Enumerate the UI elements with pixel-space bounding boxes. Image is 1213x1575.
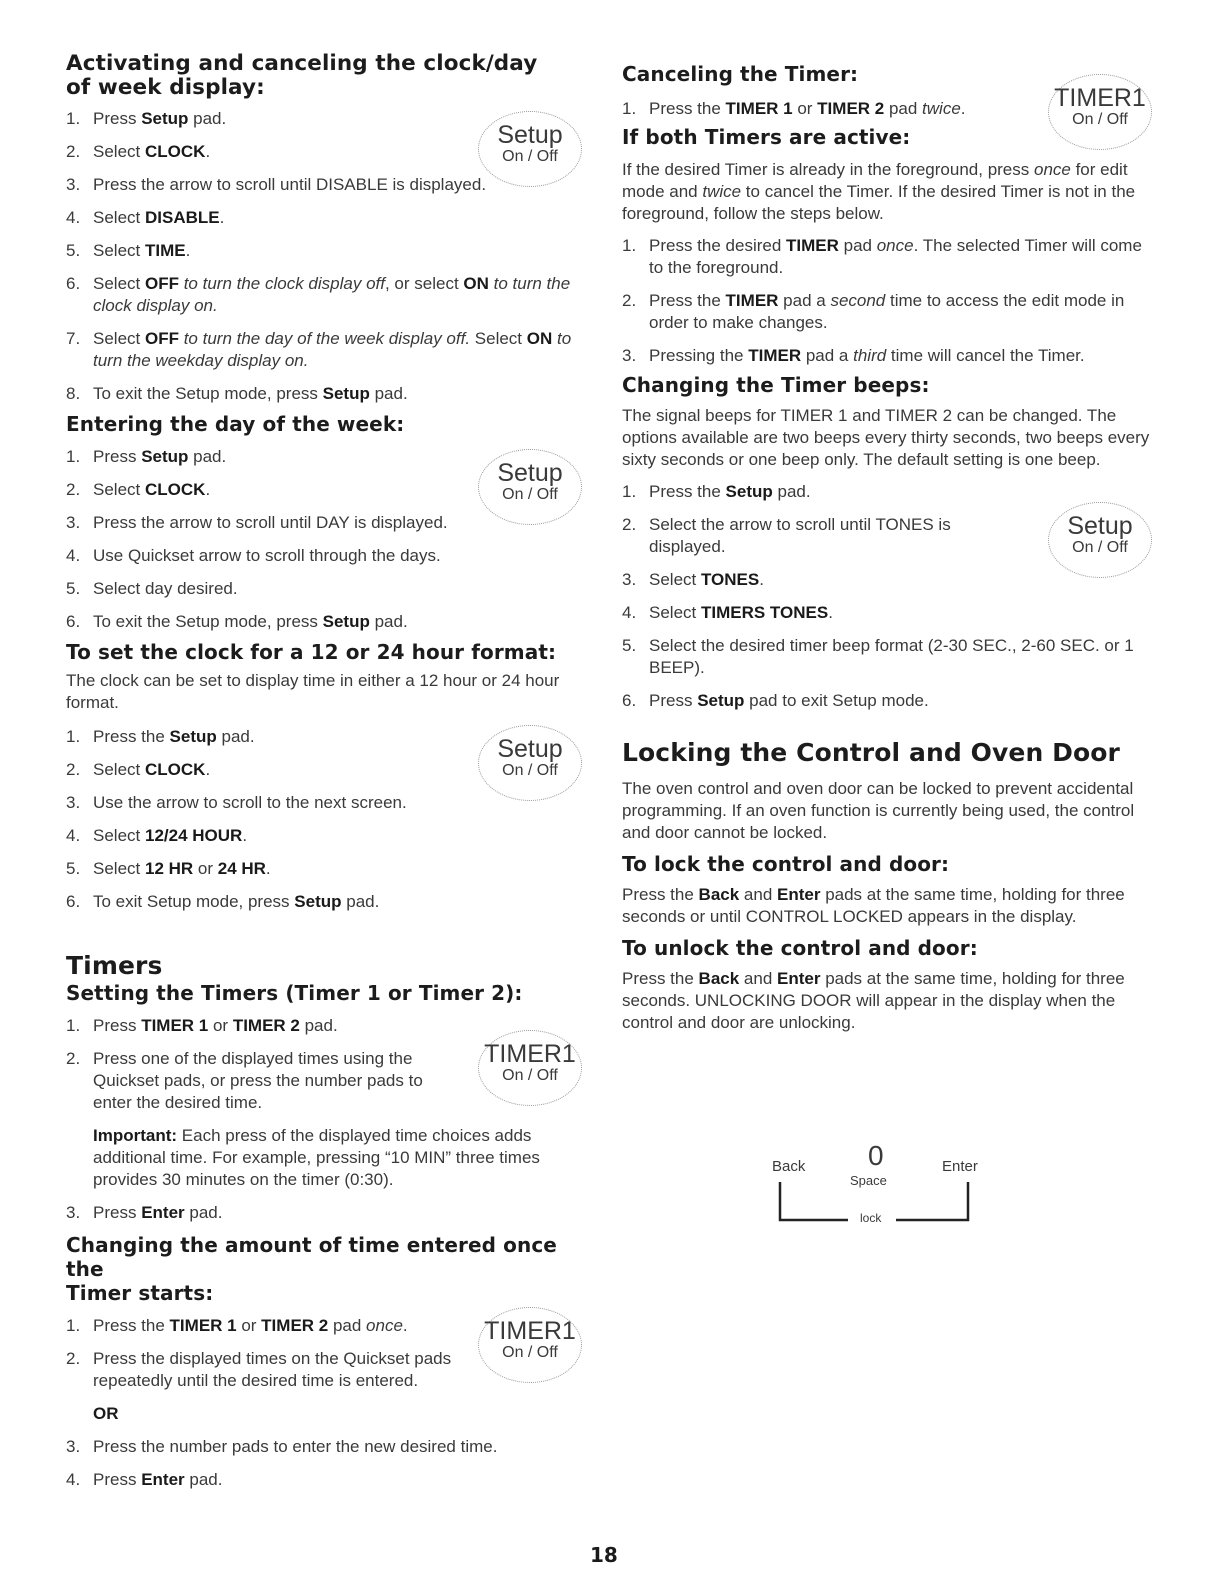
zero-key-label: 0 (868, 1140, 884, 1171)
setting-timers-heading: Setting the Timers (Timer 1 or Timer 2): (66, 981, 523, 1005)
setup-pad-icon: Setup On / Off (1048, 502, 1152, 578)
list-item: 2. Press the TIMER pad a second time to access the edit mode in order to make changes. (622, 291, 1125, 332)
list-item: 1. Press the TIMER 1 or TIMER 2 pad twice. (622, 99, 966, 118)
both-active-steps (622, 235, 1150, 367)
locking-title: Locking the Control and Oven Door (622, 738, 1120, 767)
cancel-timer-heading: Canceling the Timer: (622, 62, 859, 86)
list-item: 1. Press Setup pad. (66, 109, 227, 128)
list-item: 2. Select CLOCK. (66, 480, 211, 499)
list-item: 5. Select TIME. (66, 241, 191, 260)
list-item: 1. Press the Setup pad. (622, 482, 811, 501)
list-item: 3. Press the arrow to scroll until DAY is displayed. (66, 513, 448, 532)
clock-display-heading: Activating and canceling the clock/day of week display: (66, 51, 538, 100)
change-amount-heading: Changing the amount of time entered once the Timer starts: (66, 1233, 557, 1305)
list-item: 4. Press Enter pad. (66, 1470, 223, 1489)
list-item: 6. Select OFF to turn the clock display off, or select ON to turn the clock display on. (66, 274, 571, 315)
timer-pad-icon: TIMER1 On / Off (478, 1030, 582, 1106)
list-item: 4. Select DISABLE. (66, 208, 225, 227)
list-item: 1. Press the Setup pad. (66, 727, 255, 746)
list-item: 6. To exit Setup mode, press Setup pad. (66, 892, 380, 911)
list-item: 3. Use the arrow to scroll to the next screen. (66, 793, 407, 812)
back-key-label: Back (772, 1158, 806, 1175)
hour-format-heading: To set the clock for a 12 or 24 hour format: (66, 640, 557, 664)
list-item: 6. To exit the Setup mode, press Setup pad. (66, 612, 408, 631)
day-of-week-heading: Entering the day of the week: (66, 412, 405, 436)
lock-instructions: Press the Back and Enter pads at the same time, holding for three seconds or until CONTROL LOCKED appears in the display. (622, 885, 1125, 926)
unlock-instructions: Press the Back and Enter pads at the same time, holding for three seconds. UNLOCKING DOOR will appear in the display when the control and door are unlocking. (622, 969, 1125, 1032)
beeps-heading: Changing the Timer beeps: (622, 373, 930, 397)
list-item: 2. Select CLOCK. (66, 142, 211, 161)
setting-timers-step3 (66, 1202, 596, 1224)
list-item: 7. Select OFF to turn the day of the week display off. Select ON to turn the weekday display on. (66, 329, 572, 370)
setup-pad-icon: Setup On / Off (478, 725, 582, 801)
list-item: 1. Press Setup pad. (66, 447, 227, 466)
beeps-intro: The signal beeps for TIMER 1 and TIMER 2 can be changed. The options available are two beeps every thirty seconds, two beeps every sixty seconds or one beep only. The default setting is one beep. (622, 406, 1150, 469)
timer-pad-icon: TIMER1 On / Off (1048, 74, 1152, 150)
important-note: Important: Each press of the displayed time choices adds additional time. For example, pressing “10 MIN” three times provides 30 minutes on the timer (0:30). (93, 1126, 540, 1189)
list-item: 4. Select TIMERS TONES. (622, 603, 833, 622)
list-item: 4. Select 12/24 HOUR. (66, 826, 248, 845)
setup-pad-icon: Setup On / Off (478, 111, 582, 187)
list-item: 5. Select 12 HR or 24 HR. (66, 859, 271, 878)
locking-intro: The oven control and oven door can be locked to prevent accidental programming. If an oven function is currently being used, the control and door cannot be locked. (622, 779, 1135, 842)
lock-label: lock (860, 1211, 882, 1225)
or-label: OR (93, 1404, 119, 1423)
lock-heading: To lock the control and door: (622, 852, 950, 876)
list-item: 5. Select day desired. (66, 579, 238, 598)
list-item: 3. Press Enter pad. (66, 1203, 223, 1222)
both-active-intro: If the desired Timer is already in the foreground, press once for edit mode and twice to cancel the Timer. If the desired Timer is not in the foreground, follow the steps below. (622, 160, 1136, 223)
list-item: 3. Pressing the TIMER pad a third time will cancel the Timer. (622, 346, 1085, 365)
list-item: 1. Press the TIMER 1 or TIMER 2 pad once. (66, 1316, 408, 1335)
timers-title: Timers (66, 951, 163, 980)
list-item: 2. Select CLOCK. (66, 760, 211, 779)
list-item: 6. Press Setup pad to exit Setup mode. (622, 691, 929, 710)
list-item: 5. Select the desired timer beep format (2-30 SEC., 2-60 SEC. or 1 BEEP). (622, 636, 1134, 677)
list-item: 3. Press the arrow to scroll until DISABLE is displayed. (66, 175, 487, 194)
list-item: 2. Press the displayed times on the Quickset pads repeatedly until the desired time is entered. (66, 1349, 452, 1390)
both-active-heading: If both Timers are active: (622, 125, 911, 149)
lock-keypad-diagram (772, 1140, 992, 1228)
enter-key-label: Enter (942, 1158, 978, 1175)
hour-format-intro: The clock can be set to display time in either a 12 hour or 24 hour format. (66, 671, 560, 712)
list-item: 2. Press one of the displayed times using the Quickset pads, or press the number pads to enter the desired time. (66, 1049, 423, 1112)
setup-pad-icon: Setup On / Off (478, 449, 582, 525)
page-number: 18 (590, 1543, 618, 1567)
list-item: 8. To exit the Setup mode, press Setup pad. (66, 384, 408, 403)
list-item: 1. Press TIMER 1 or TIMER 2 pad. (66, 1016, 338, 1035)
list-item: 1. Press the desired TIMER pad once. The selected Timer will come to the foreground. (622, 236, 1142, 277)
unlock-heading: To unlock the control and door: (622, 936, 978, 960)
list-item: 2. Select the arrow to scroll until TONES is displayed. (622, 515, 951, 556)
list-item: 3. Select TONES. (622, 570, 764, 589)
timer-pad-icon: TIMER1 On / Off (478, 1307, 582, 1383)
space-key-label: Space (850, 1173, 887, 1188)
list-item: 4. Use Quickset arrow to scroll through the days. (66, 546, 441, 565)
list-item: 3. Press the number pads to enter the new desired time. (66, 1437, 498, 1456)
change-amount-steps-2 (66, 1436, 596, 1491)
